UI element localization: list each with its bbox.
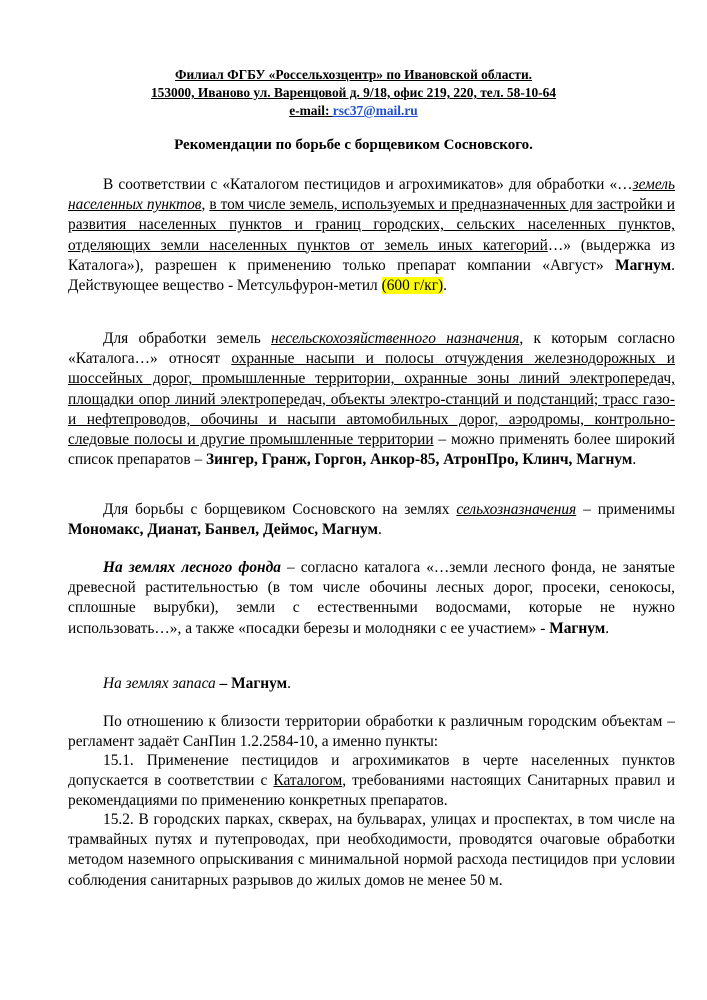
email-label: e-mail: (289, 103, 333, 118)
paragraph-7: 15.1. Применение пестицидов и агрохимикатов в черте населенных пунктов допускается в соответствии с Каталогом, требованиями настоящих Санитарных правил и рекомендациями по применению конкретных препаратов. (68, 752, 675, 810)
paragraph-6: По отношению к близости территории обработки к различным городским объектам – регламент задаёт СанПин 1.2.2584-10, а именно пункты: (68, 713, 675, 751)
paragraph-2: Для обработки земель несельскохозяйственного назначения, к которым согласно «Каталога…» относят охранные насыпи и полосы отчуждения железнодорожных и шоссейных дорог, промышленные территории, охранные зоны линий электропередач, площадки опор линий электропередач, объекты электро-станций и подстанций; трасс газо- и нефтепроводов, обочины и насыпи автомобильных дорог, аэродромы, контрольно-следовые полосы и другие промышленные территории – можно применять более широкий список препаратов – Зингер, Гранж, Горгон, Анкор-85, АтронПро, Клинч, Магнум. (68, 330, 675, 469)
email-link[interactable]: rsc37@mail.ru (332, 103, 418, 118)
document-title: Рекомендации по борьбе с борщевиком Сосновского. (174, 137, 533, 153)
org-name: Филиал ФГБУ «Россельхозцентр» по Ивановской области. (174, 67, 533, 82)
org-address: 153000, Иваново ул. Варенцовой д. 9/18, офис 219, 220, тел. 58-10-64 (150, 85, 557, 100)
paragraph-1: В соответствии с «Каталогом пестицидов и агрохимикатов» для обработки «…земель населенных пунктов, в том числе земель, используемых и предназначенных для застройки и развития населенных пунктов и границ городских, сельских населенных пунктов, отделяющих земли населенных пунктов от земель иных категорий…» (выдержка из Каталога»), разрешен к применению только препарат компании «Август» Магнум. Действующее вещество - Метсульфурон-метил (600 г/кг). (68, 176, 675, 295)
paragraph-4: На землях лесного фонда – согласно каталога «…земли лесного фонда, не занятые древесной растительностью (в том числе обочины лесных дорог, просеки, сенокосы, сплошные вырубки), земли с естественными водосмами, которые не нужно использовать…», а также «посадки березы и молодняки с ее участием» - Магнум. (68, 559, 675, 637)
letterhead (0, 66, 707, 120)
org-email-line (0, 102, 707, 120)
highlight: (600 г/кг) (381, 277, 444, 295)
paragraph-3: Для борьбы с борщевиком Сосновского на землях сельхозназначения – применимы Мономакс, Дианат, Банвел, Деймос, Магнум. (68, 501, 676, 539)
paragraph-5: На землях запаса – Магнум. (103, 675, 292, 692)
paragraph-8: 15.2. В городских парках, скверах, на бульварах, улицах и проспектах, в том числе на трамвайных путях и путепроводах, при необходимости, проводятся очаговые обработки методом наземного опрыскивания с минимальной нормой расхода пестицидов при условии соблюдения санитарных разрывов до жилых домов не менее 50 м. (68, 811, 675, 889)
